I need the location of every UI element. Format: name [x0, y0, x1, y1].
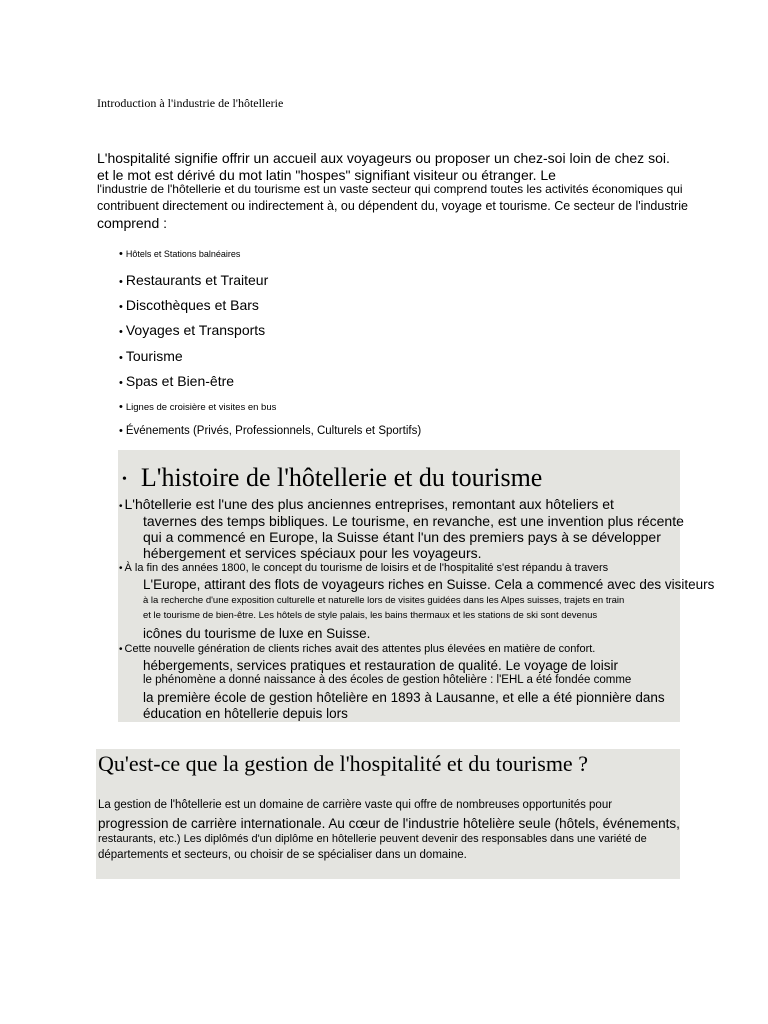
bullet-icon: •	[119, 425, 123, 437]
list-item-label: Discothèques et Bars	[125, 297, 259, 313]
management-heading: Qu'est-ce que la gestion de l'hospitalité et du tourisme ?	[98, 751, 588, 776]
intro-line: L'hospitalité signifie offrir un accueil aux voyageurs ou proposer un chez-soi loin de chez soi.	[97, 150, 670, 166]
list-item	[119, 248, 240, 260]
history-line: la première école de gestion hôtelière en 1893 à Lausanne, et elle a été pionnière dans	[143, 690, 665, 705]
bullet-icon: •	[119, 501, 123, 512]
list-item	[119, 401, 276, 413]
intro-line: et le mot est dérivé du mot latin "hospes" signifiant visiteur ou étranger. Le	[97, 167, 556, 183]
list-item-label: Spas et Bien-être	[125, 373, 235, 389]
history-line: tavernes des temps bibliques. Le tourisme, en revanche, est une invention plus récente	[143, 513, 684, 529]
list-item	[119, 373, 234, 389]
management-line: La gestion de l'hôtellerie est un domaine de carrière vaste qui offre de nombreuses opportunités pour	[98, 799, 613, 811]
list-item-label: Tourisme	[125, 348, 183, 364]
bullet-icon: •	[119, 301, 123, 313]
management-line: départements et secteurs, ou choisir de se spécialiser dans un domaine.	[98, 849, 467, 861]
list-item	[119, 297, 259, 313]
management-line: progression de carrière internationale. Au cœur de l'industrie hôtelière seule (hôtels, événements,	[98, 816, 680, 831]
list-item	[119, 348, 183, 364]
bullet-icon: •	[122, 472, 127, 488]
list-item	[119, 322, 265, 338]
document-title: Introduction à l'industrie de l'hôtellerie	[97, 96, 284, 110]
bullet-icon: •	[119, 644, 123, 655]
list-item-label: Lignes de croisière et visites en bus	[125, 402, 277, 413]
bullet-icon: •	[119, 352, 123, 364]
history-line: L'Europe, attirant des flots de voyageurs riches en Suisse. Cela a commencé avec des visiteurs	[143, 577, 715, 592]
bullet-icon: •	[119, 563, 123, 574]
history-line: hébergements, services pratiques et restauration de qualité. Le voyage de loisir	[143, 658, 619, 673]
history-line: et le tourisme de bien-être. Les hôtels de style palais, les bains thermaux et les stations de ski sont devenus	[143, 610, 598, 621]
history-line: hébergement et services spéciaux pour les voyageurs.	[143, 545, 482, 561]
history-line-text: Cette nouvelle génération de clients riches avait des attentes plus élevées en matière de confort.	[124, 643, 596, 655]
history-line: à la recherche d'une exposition culturelle et naturelle lors de visites guidées dans les Alpes suisses, trajets en train	[143, 595, 625, 606]
history-line-text: À la fin des années 1800, le concept du tourisme de loisirs et de l'hospitalité s'est répandu à travers	[124, 562, 609, 574]
bullet-icon: •	[119, 248, 123, 260]
intro-line: l'industrie de l'hôtellerie et du tourisme est un vaste secteur qui comprend toutes les activités économiques qui	[97, 182, 683, 196]
list-item-label: Événements (Privés, Professionnels, Culturels et Sportifs)	[125, 425, 422, 437]
list-item	[119, 425, 421, 437]
intro-line: contribuent directement ou indirectement à, ou dépendent du, voyage et tourisme. Ce secteur de l'industrie	[97, 199, 688, 213]
history-line	[119, 496, 614, 512]
management-line: restaurants, etc.) Les diplômés d'un diplôme en hôtellerie peuvent devenir des responsables dans une variété de	[98, 833, 647, 845]
bullet-icon: •	[119, 377, 123, 389]
history-heading	[122, 463, 542, 493]
history-line: icônes du tourisme de luxe en Suisse.	[143, 626, 371, 641]
list-item-label: Voyages et Transports	[125, 322, 266, 338]
history-line-text: L'hôtellerie est l'une des plus anciennes entreprises, remontant aux hôteliers et	[124, 496, 614, 512]
bullet-icon: •	[119, 276, 123, 288]
history-line: éducation en hôtellerie depuis lors	[143, 706, 348, 721]
history-line	[119, 643, 595, 655]
bullet-icon: •	[119, 326, 123, 338]
history-line: qui a commencé en Europe, la Suisse étant l'un des premiers pays à se développer	[143, 529, 661, 545]
list-item	[119, 272, 268, 288]
history-line	[119, 562, 608, 574]
intro-line: comprend :	[97, 215, 168, 231]
list-item-label: Restaurants et Traiteur	[125, 272, 269, 288]
history-line: le phénomène a donné naissance à des écoles de gestion hôtelière : l'EHL a été fondée comme	[143, 674, 632, 686]
history-heading-text: L'histoire de l'hôtellerie et du tourisme	[140, 463, 543, 492]
list-item-label: Hôtels et Stations balnéaires	[125, 249, 241, 259]
bullet-icon: •	[119, 401, 123, 413]
